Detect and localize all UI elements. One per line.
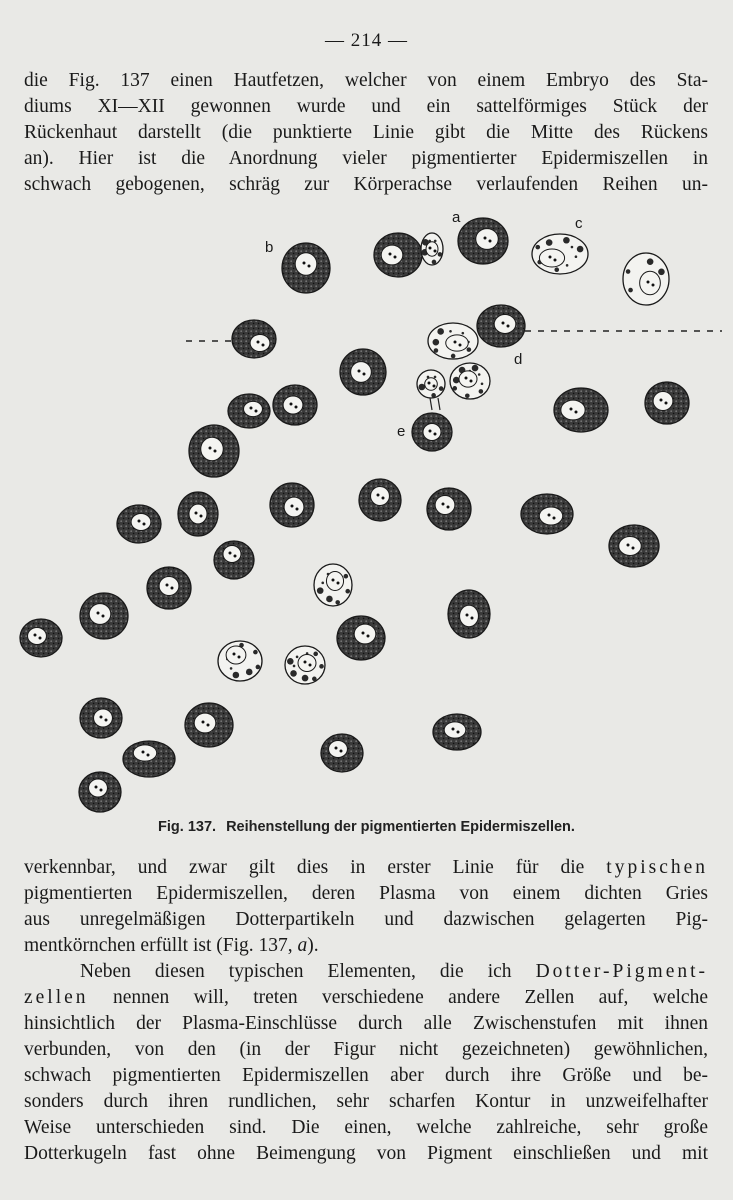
- cell-nucleus: [283, 396, 303, 414]
- nucleolus: [229, 552, 232, 555]
- text-line: die Fig. 137 einen Hautfetzen, welcher von einem Embryo des Sta-: [24, 70, 708, 91]
- pigment-granule: [577, 246, 584, 253]
- pigment-granule: [432, 260, 437, 265]
- text-line: [24, 959, 708, 985]
- pigment-granule: [431, 393, 436, 398]
- nucleolus: [428, 382, 431, 385]
- pigment-granule: [451, 354, 456, 359]
- text-line: Dotterkugeln fast ohne Beimengung von Pigment einschließen und mit: [24, 1143, 708, 1164]
- cell-nucleus: [423, 423, 441, 440]
- nucleolus: [452, 728, 455, 731]
- nucleolus: [507, 325, 510, 328]
- text-block-bottom: [24, 855, 708, 1167]
- epidermal-cell: [273, 385, 317, 425]
- text-run: verkennbar, und zwar gilt dies in erster Linie für die: [24, 857, 585, 878]
- nucleolus: [332, 579, 335, 582]
- nucleolus: [489, 240, 492, 243]
- pigment-granule: [439, 386, 444, 391]
- nucleolus: [255, 410, 258, 413]
- pigment-granule: [575, 255, 578, 258]
- cell-nucleus: [619, 537, 642, 556]
- nucleolus: [296, 508, 299, 511]
- text-run: nennen will, treten verschiedene andere Zellen auf, welche: [112, 987, 708, 1008]
- cell-connector: [430, 398, 432, 410]
- emphasis-italic: a: [297, 935, 308, 956]
- epidermal-cell: [79, 772, 121, 812]
- cell-nucleus: [201, 437, 224, 460]
- text-line: diums XI—XII gewonnen wurde und ein sattelförmiges Stück der: [24, 96, 708, 117]
- nucleolus: [295, 406, 298, 409]
- figure-label-c: c: [575, 215, 583, 232]
- nucleolus: [575, 411, 578, 414]
- emphasis-text: zellen: [24, 987, 89, 1008]
- pigment-granule: [478, 373, 481, 376]
- nucleolus: [147, 754, 150, 757]
- cell-nucleus: [561, 400, 585, 420]
- nucleolus: [262, 344, 265, 347]
- nucleolus: [470, 380, 473, 383]
- nucleolus: [377, 494, 380, 497]
- epidermal-cell: [554, 388, 608, 432]
- nucleolus: [457, 731, 460, 734]
- epidermal-cell: [80, 698, 122, 738]
- nucleolus: [358, 370, 361, 373]
- nucleolus: [291, 505, 294, 508]
- pigment-granule: [647, 258, 654, 265]
- cell-nucleus: [426, 242, 438, 256]
- epidermal-cell: [178, 492, 218, 536]
- nucleolus: [553, 517, 556, 520]
- cell-nucleus: [250, 334, 270, 351]
- nucleolus: [100, 789, 103, 792]
- caption-number: Fig. 137.: [158, 819, 217, 835]
- nucleolus: [429, 247, 432, 250]
- nucleolus: [102, 615, 105, 618]
- nucleolus: [214, 450, 217, 453]
- nucleolus: [142, 751, 145, 754]
- cell-nucleus: [89, 779, 108, 797]
- epidermal-cell: [417, 370, 445, 398]
- pigment-granule: [319, 664, 324, 669]
- epidermal-cell: [433, 714, 481, 750]
- pigment-granule: [481, 382, 484, 385]
- cell-nucleus: [539, 249, 564, 267]
- pigment-granule: [472, 365, 479, 372]
- pigment-granule: [467, 347, 472, 352]
- text-line: Rückenhaut darstellt (die punktierte Linie gibt die Mitte des Rückens: [24, 122, 708, 143]
- text-line: hinsichtlich der Plasma-Einschlüsse durch alle Zwischenstufen mit ihnen: [24, 1013, 708, 1034]
- pigment-granule: [321, 582, 324, 585]
- emphasis-text: Dotter-Pigment-: [535, 961, 709, 982]
- nucleolus: [209, 447, 212, 450]
- pigment-granule: [438, 252, 443, 257]
- text-run: mentkörnchen erfüllt ist (Fig. 137,: [24, 935, 293, 956]
- nucleolus: [465, 377, 468, 380]
- epidermal-cell: [477, 305, 525, 347]
- pigment-granule: [233, 672, 240, 679]
- pigment-granule: [287, 658, 294, 665]
- nucleolus: [234, 555, 237, 558]
- nucleolus: [207, 724, 210, 727]
- cell-nucleus: [444, 722, 466, 738]
- pigment-granule: [554, 267, 559, 272]
- nucleolus: [660, 399, 663, 402]
- nucleolus: [309, 664, 312, 667]
- epidermal-cell: [521, 494, 573, 534]
- epidermal-cell: [450, 363, 490, 399]
- nucleolus: [238, 656, 241, 659]
- nucleolus: [303, 262, 306, 265]
- nucleolus: [632, 547, 635, 550]
- text-line: [24, 985, 708, 1011]
- epidermal-cell: [359, 479, 401, 521]
- cell-nucleus: [194, 713, 216, 733]
- nucleolus: [652, 284, 655, 287]
- epidermal-cell: [20, 619, 62, 657]
- cell-nucleus: [159, 577, 179, 596]
- nucleolus: [549, 256, 552, 259]
- nucleolus: [34, 634, 37, 637]
- epidermal-cell: [428, 323, 478, 359]
- pigment-granule: [571, 246, 574, 249]
- text-block-top: [24, 68, 708, 198]
- nucleolus: [429, 430, 432, 433]
- pigment-granule: [345, 589, 350, 594]
- nucleolus: [363, 373, 366, 376]
- epidermal-cell: [421, 233, 443, 265]
- figure-137: [0, 200, 733, 820]
- nucleolus: [337, 582, 340, 585]
- cell-nucleus: [226, 646, 246, 664]
- pigment-granule: [453, 377, 460, 384]
- nucleolus: [233, 653, 236, 656]
- cell-nucleus: [89, 604, 111, 625]
- nucleolus: [665, 402, 668, 405]
- cell-nucleus: [459, 371, 477, 387]
- text-line: Weise unterschieden sind. Die einen, welche zahlreiche, sehr große: [24, 1117, 708, 1138]
- caption-text: Reihenstellung der pigmentierten Epidermiszellen.: [226, 819, 575, 835]
- nucleolus: [335, 747, 338, 750]
- epidermal-cell: [532, 234, 588, 274]
- epidermal-cell: [321, 734, 363, 772]
- epidermal-cell: [80, 593, 128, 639]
- cell-nucleus: [326, 572, 343, 591]
- pigment-granule: [313, 652, 318, 657]
- pigment-granule: [296, 656, 299, 659]
- epidermal-cell: [285, 646, 325, 684]
- nucleolus: [471, 617, 474, 620]
- figure-illustration: [0, 200, 733, 820]
- cell-nucleus: [476, 229, 499, 250]
- nucleolus: [100, 716, 103, 719]
- cell-nucleus: [295, 253, 317, 276]
- epidermal-cell: [117, 505, 161, 543]
- cell-nucleus: [94, 709, 113, 727]
- cell-nucleus: [28, 627, 47, 644]
- nucleolus: [466, 614, 469, 617]
- nucleolus: [105, 719, 108, 722]
- text-line: schwach pigmentierten Epidermiszellen aber durch ihre Größe und be-: [24, 1065, 708, 1086]
- cell-nucleus: [640, 271, 661, 294]
- text-run: Neben diesen typischen Elementen, die ich: [80, 961, 512, 982]
- figure-label-e: e: [397, 423, 406, 440]
- nucleolus: [138, 520, 141, 523]
- pigment-granule: [253, 650, 258, 655]
- pigment-granule: [335, 600, 340, 605]
- text-line: sonders durch ihren rundlichen, sehr scharfen Kontur in unzweifelhafter: [24, 1091, 708, 1112]
- cell-nucleus: [460, 605, 479, 627]
- text-line: schwach gebogenen, schräg zur Körperachse verlaufenden Reihen un-: [24, 174, 708, 195]
- epidermal-cell: [214, 541, 254, 579]
- pigment-granule: [626, 269, 631, 274]
- pigment-granule: [566, 264, 569, 267]
- nucleolus: [484, 237, 487, 240]
- epidermal-cell: [232, 320, 276, 358]
- pigment-granule: [462, 332, 465, 335]
- text-line: [24, 933, 708, 959]
- nucleolus: [340, 750, 343, 753]
- nucleolus: [502, 322, 505, 325]
- text-line: pigmentierten Epidermiszellen, deren Plasma von einem dichten Gries: [24, 883, 708, 904]
- epidermal-cell: [427, 488, 471, 530]
- epidermal-cell: [314, 564, 352, 606]
- nucleolus: [454, 341, 457, 344]
- cell-nucleus: [329, 740, 348, 757]
- nucleolus: [95, 786, 98, 789]
- cell-nucleus: [133, 745, 156, 761]
- epidermal-cell: [412, 413, 452, 451]
- pigment-granule: [344, 574, 349, 579]
- pigment-granule: [452, 386, 457, 391]
- pigment-granule: [546, 239, 553, 246]
- pigment-granule: [465, 393, 470, 398]
- pigment-granule: [479, 389, 484, 394]
- nucleolus: [257, 341, 260, 344]
- cell-nucleus: [381, 245, 403, 265]
- epidermal-cell: [645, 382, 689, 424]
- epidermal-cell: [340, 349, 386, 395]
- nucleolus: [647, 281, 650, 284]
- cell-nucleus: [371, 487, 390, 506]
- figure-label-d: d: [514, 351, 523, 368]
- nucleolus: [171, 587, 174, 590]
- nucleolus: [166, 584, 169, 587]
- cell-nucleus: [446, 335, 469, 351]
- nucleolus: [433, 385, 436, 388]
- figure-label-a: a: [452, 209, 461, 226]
- nucleolus: [39, 637, 42, 640]
- epidermal-cell: [609, 525, 659, 567]
- cell-nucleus: [351, 362, 372, 383]
- nucleolus: [570, 408, 573, 411]
- pigment-granule: [293, 665, 296, 668]
- figure-caption: [0, 819, 733, 835]
- epidermal-cell: [448, 590, 490, 638]
- pigment-granule: [230, 667, 233, 670]
- epidermal-cell: [270, 483, 314, 527]
- pigment-granule: [434, 376, 437, 379]
- epidermal-cell: [189, 425, 239, 477]
- nucleolus: [554, 259, 557, 262]
- pigment-granule: [535, 245, 540, 250]
- text-run: ).: [307, 935, 319, 956]
- cell-nucleus: [131, 513, 151, 530]
- page-number: — 214 —: [325, 30, 408, 51]
- pigment-granule: [563, 237, 570, 244]
- cell-nucleus: [425, 378, 438, 391]
- pigment-granule: [658, 269, 665, 276]
- epidermal-cell: [147, 567, 191, 609]
- pigment-granule: [290, 670, 297, 677]
- cell-nucleus: [494, 315, 516, 334]
- nucleolus: [447, 506, 450, 509]
- nucleolus: [195, 512, 198, 515]
- figure-label-b: b: [265, 239, 274, 256]
- epidermal-cell: [123, 741, 175, 777]
- nucleolus: [389, 253, 392, 256]
- nucleolus: [394, 256, 397, 259]
- nucleolus: [200, 515, 203, 518]
- cell-nucleus: [189, 504, 207, 524]
- epidermal-cell: [218, 641, 262, 681]
- text-line: aus unregelmäßigen Dotterpartikeln und dazwischen gelagerten Pig-: [24, 909, 708, 930]
- pigment-granule: [628, 288, 633, 293]
- nucleolus: [97, 612, 100, 615]
- nucleolus: [202, 721, 205, 724]
- cell-nucleus: [653, 392, 673, 411]
- nucleolus: [548, 514, 551, 517]
- epidermal-cell: [228, 394, 270, 428]
- pigment-granule: [246, 669, 253, 676]
- epidermal-cell: [374, 233, 422, 277]
- nucleolus: [367, 635, 370, 638]
- cell-nucleus: [354, 624, 376, 644]
- nucleolus: [434, 250, 437, 253]
- pigment-granule: [256, 665, 261, 670]
- cell-nucleus: [539, 507, 562, 525]
- epidermal-cell: [185, 703, 233, 747]
- emphasis-text: typischen: [606, 857, 709, 878]
- nucleolus: [143, 523, 146, 526]
- epidermal-cell: [623, 253, 669, 305]
- nucleolus: [434, 433, 437, 436]
- cell-nucleus: [298, 654, 316, 671]
- nucleolus: [308, 265, 311, 268]
- epidermal-cell: [337, 616, 385, 660]
- text-line: verbunden, von den (in der Figur nicht gezeichneten) gewöhnlichen,: [24, 1039, 708, 1060]
- pigment-granule: [437, 328, 444, 335]
- nucleolus: [459, 344, 462, 347]
- pigment-granule: [434, 348, 439, 353]
- text-line: [24, 855, 708, 881]
- nucleolus: [250, 407, 253, 410]
- pigment-granule: [302, 675, 309, 682]
- nucleolus: [304, 661, 307, 664]
- epidermal-cell: [458, 218, 508, 264]
- pigment-granule: [326, 596, 333, 603]
- pigment-granule: [317, 587, 324, 594]
- cell-nucleus: [244, 401, 263, 416]
- pigment-granule: [312, 677, 317, 682]
- cell-connector: [438, 398, 440, 410]
- nucleolus: [290, 403, 293, 406]
- nucleolus: [362, 632, 365, 635]
- pigment-granule: [449, 330, 452, 333]
- nucleolus: [382, 497, 385, 500]
- cell-nucleus: [223, 545, 241, 562]
- cell-nucleus: [284, 497, 304, 517]
- cell-nucleus: [435, 496, 455, 515]
- pigment-granule: [419, 384, 426, 391]
- epidermal-cell: [282, 243, 330, 293]
- pigment-granule: [433, 339, 440, 346]
- nucleolus: [627, 544, 630, 547]
- text-line: an). Hier ist die Anordnung vieler pigmentierter Epidermiszellen in: [24, 148, 708, 169]
- nucleolus: [442, 503, 445, 506]
